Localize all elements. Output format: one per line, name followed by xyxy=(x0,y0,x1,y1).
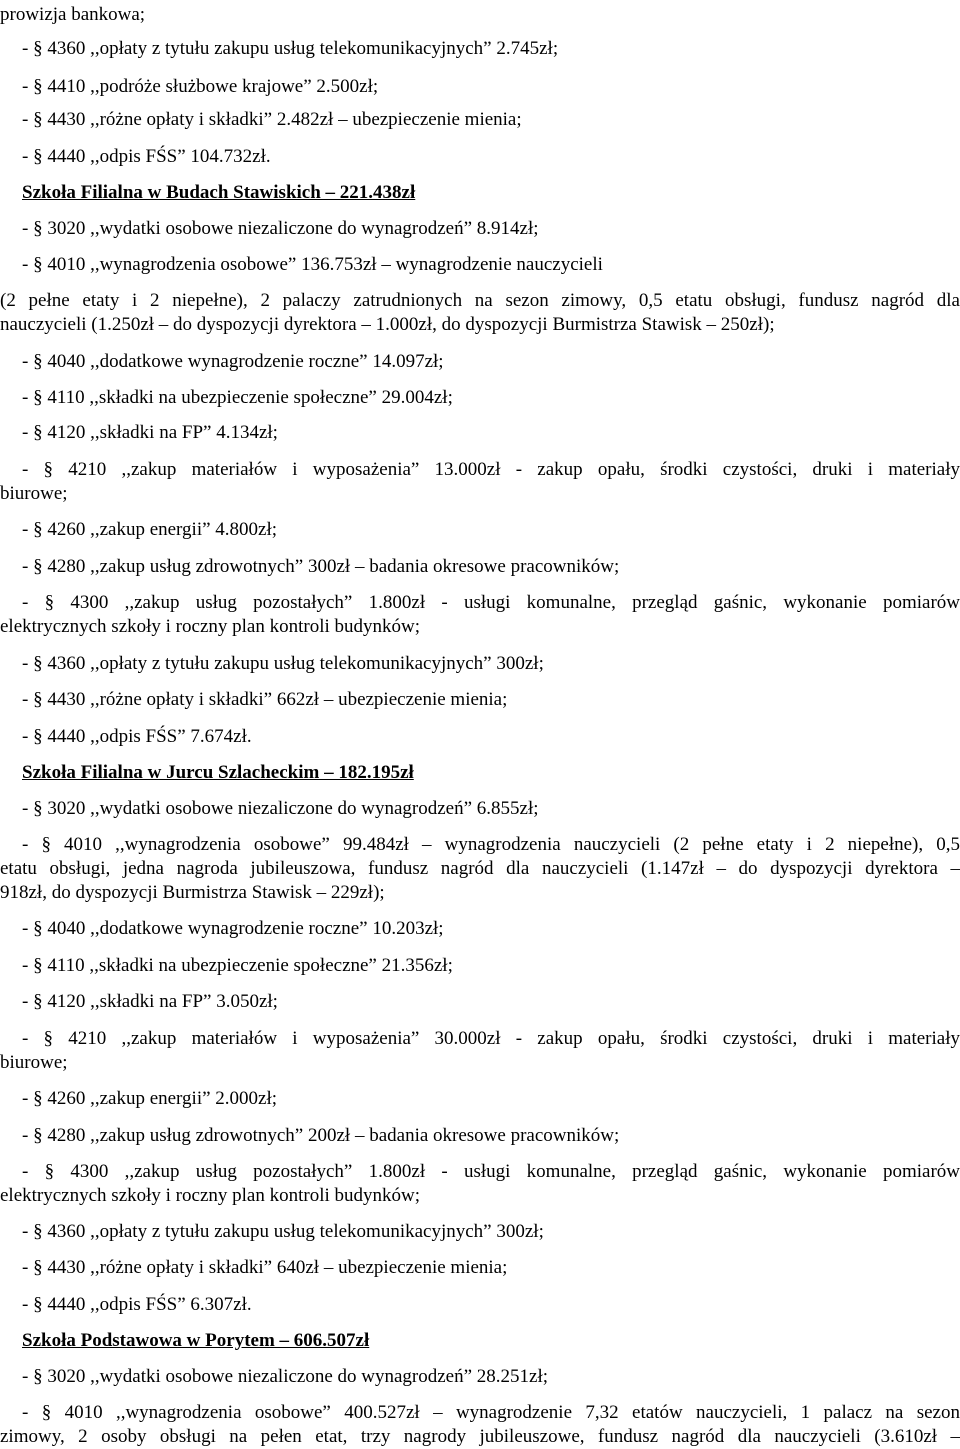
list-item: - § 4210 ,,zakup materiałów i wyposażenia” 30.000zł - zakup opału, środki czystości, druki i materiały xyxy=(22,1028,960,1049)
list-item: - § 4120 ,,składki na FP” 4.134zł; xyxy=(22,422,278,443)
list-item: - § 4440 ,,odpis FŚS” 6.307zł. xyxy=(22,1294,252,1315)
text-line: zimowy, 2 osoby obsługi na pełen etat, trzy nagrody jubileuszowe, fundusz nagród dla nauczycieli (3.610zł – xyxy=(0,1426,960,1447)
list-item: - § 4120 ,,składki na FP” 3.050zł; xyxy=(22,991,278,1012)
list-item: - § 4010 ,,wynagrodzenia osobowe” 136.753zł – wynagrodzenie nauczycieli xyxy=(22,254,603,275)
text-line: biurowe; xyxy=(0,1052,68,1073)
text-line: prowizja bankowa; xyxy=(0,4,146,25)
list-item: - § 4010 ,,wynagrodzenia osobowe” 99.484zł – wynagrodzenia nauczycieli (2 pełne etaty i 2 niepełne), 0,5 xyxy=(22,834,960,855)
list-item: - § 3020 ,,wydatki osobowe niezaliczone do wynagrodzeń” 6.855zł; xyxy=(22,798,539,819)
list-item: - § 4110 ,,składki na ubezpieczenie społeczne” 21.356zł; xyxy=(22,955,453,976)
list-item: - § 4110 ,,składki na ubezpieczenie społeczne” 29.004zł; xyxy=(22,387,453,408)
list-item: - § 4360 ,,opłaty z tytułu zakupu usług telekomunikacyjnych” 300zł; xyxy=(22,653,544,674)
list-item: - § 4040 ,,dodatkowe wynagrodzenie roczne” 14.097zł; xyxy=(22,351,444,372)
text-line: (2 pełne etaty i 2 niepełne), 2 palaczy zatrudnionych na sezon zimowy, 0,5 etatu obsługi, fundusz nagród dla xyxy=(0,290,960,311)
list-item: - § 4440 ,,odpis FŚS” 104.732zł. xyxy=(22,146,271,167)
list-item: - § 4260 ,,zakup energii” 4.800zł; xyxy=(22,519,278,540)
list-item: - § 3020 ,,wydatki osobowe niezaliczone do wynagrodzeń” 28.251zł; xyxy=(22,1366,549,1387)
list-item: - § 4440 ,,odpis FŚS” 7.674zł. xyxy=(22,726,252,747)
list-item: - § 4010 ,,wynagrodzenia osobowe” 400.527zł – wynagrodzenie 7,32 etatów nauczycieli, 1 palacz na sezon xyxy=(22,1402,960,1423)
section-heading: Szkoła Filialna w Jurcu Szlacheckim – 182.195zł xyxy=(22,762,414,783)
list-item: - § 3020 ,,wydatki osobowe niezaliczone do wynagrodzeń” 8.914zł; xyxy=(22,218,539,239)
list-item: - § 4280 ,,zakup usług zdrowotnych” 300zł – badania okresowe pracowników; xyxy=(22,556,620,577)
text-line: elektrycznych szkoły i roczny plan kontroli budynków; xyxy=(0,1185,421,1206)
text-line: nauczycieli (1.250zł – do dyspozycji dyrektora – 1.000zł, do dyspozycji Burmistrza Stawisk – 250zł); xyxy=(0,314,775,335)
section-heading: Szkoła Podstawowa w Porytem – 606.507zł xyxy=(22,1330,370,1351)
list-item: - § 4360 ,,opłaty z tytułu zakupu usług telekomunikacyjnych” 2.745zł; xyxy=(22,38,559,59)
list-item: - § 4300 ,,zakup usług pozostałych” 1.800zł - usługi komunalne, przegląd gaśnic, wykonanie pomiarów xyxy=(22,1161,960,1182)
text-line: 918zł, do dyspozycji Burmistrza Stawisk – 229zł); xyxy=(0,882,385,903)
text-line: biurowe; xyxy=(0,483,68,504)
list-item: - § 4430 ,,różne opłaty i składki” 2.482zł – ubezpieczenie mienia; xyxy=(22,109,522,130)
text-line: etatu obsługi, jedna nagroda jubileuszowa, fundusz nagród dla nauczycieli (1.147zł – do dyspozycji dyrektora – xyxy=(0,858,960,879)
list-item: - § 4040 ,,dodatkowe wynagrodzenie roczne” 10.203zł; xyxy=(22,918,444,939)
list-item: - § 4260 ,,zakup energii” 2.000zł; xyxy=(22,1088,278,1109)
list-item: - § 4430 ,,różne opłaty i składki” 662zł – ubezpieczenie mienia; xyxy=(22,689,508,710)
list-item: - § 4430 ,,różne opłaty i składki” 640zł – ubezpieczenie mienia; xyxy=(22,1257,508,1278)
list-item: - § 4300 ,,zakup usług pozostałych” 1.800zł - usługi komunalne, przegląd gaśnic, wykonanie pomiarów xyxy=(22,592,960,613)
list-item: - § 4410 ,,podróże służbowe krajowe” 2.500zł; xyxy=(22,76,379,97)
list-item: - § 4280 ,,zakup usług zdrowotnych” 200zł – badania okresowe pracowników; xyxy=(22,1125,620,1146)
list-item: - § 4210 ,,zakup materiałów i wyposażenia” 13.000zł - zakup opału, środki czystości, druki i materiały xyxy=(22,459,960,480)
section-heading: Szkoła Filialna w Budach Stawiskich – 221.438zł xyxy=(22,182,416,203)
list-item: - § 4360 ,,opłaty z tytułu zakupu usług telekomunikacyjnych” 300zł; xyxy=(22,1221,544,1242)
text-line: elektrycznych szkoły i roczny plan kontroli budynków; xyxy=(0,616,421,637)
